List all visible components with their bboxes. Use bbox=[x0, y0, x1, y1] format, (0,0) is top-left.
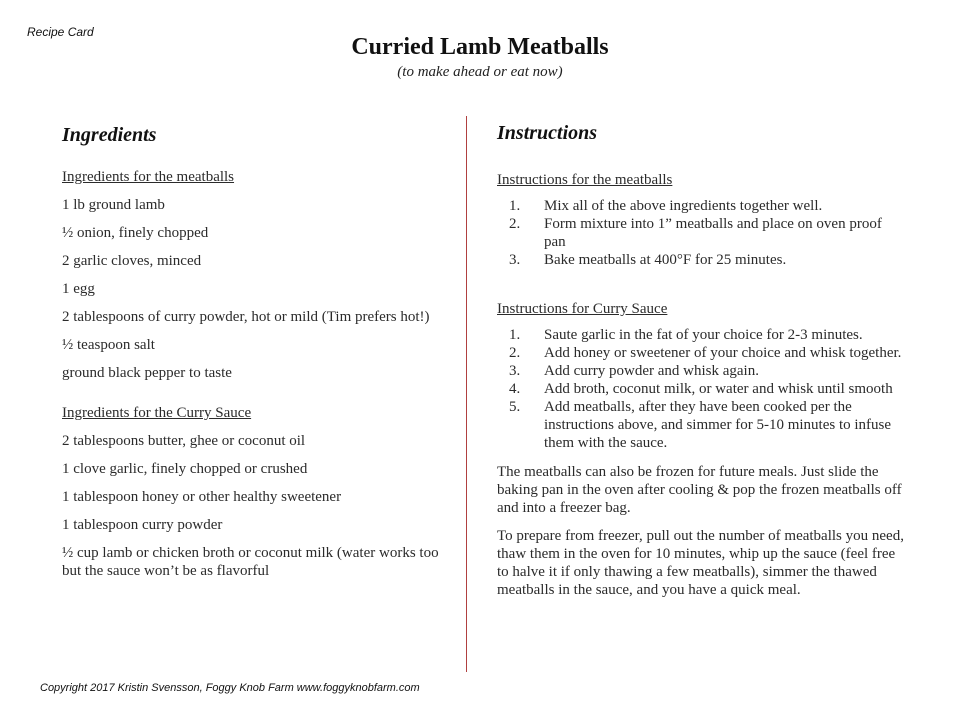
instructions-heading: Instructions bbox=[497, 122, 598, 144]
ingredient-item: 1 egg bbox=[62, 281, 95, 297]
step-number: 1. bbox=[509, 198, 521, 214]
step-number: 3. bbox=[509, 363, 521, 379]
page-subtitle: (to make ahead or eat now) bbox=[397, 64, 563, 80]
step-item bbox=[497, 251, 907, 269]
ingredient-item: 1 tablespoon curry powder bbox=[62, 517, 223, 533]
step-text: Form mixture into 1” meatballs and place on oven proof pan bbox=[544, 216, 882, 250]
step-item bbox=[497, 197, 907, 215]
ingredient-item: 1 clove garlic, finely chopped or crushed bbox=[62, 461, 308, 477]
ingredient-item: 2 tablespoons of curry powder, hot or mild (Tim prefers hot!) bbox=[62, 309, 430, 325]
ingredient-item: 1 lb ground lamb bbox=[62, 197, 165, 213]
recipe-card-label: Recipe Card bbox=[27, 25, 94, 39]
step-item bbox=[497, 380, 907, 398]
ingredient-item: 1 tablespoon honey or other healthy sweetener bbox=[62, 489, 342, 505]
step-item bbox=[497, 344, 907, 362]
sauce-instructions-subheading: Instructions for Curry Sauce bbox=[497, 301, 668, 317]
step-text: Saute garlic in the fat of your choice for 2-3 minutes. bbox=[544, 327, 863, 343]
step-text: Add meatballs, after they have been cooked per the instructions above, and simmer for 5-10 minutes to infuse them with the sauce. bbox=[544, 399, 892, 451]
step-text: Add broth, coconut milk, or water and whisk until smooth bbox=[544, 381, 893, 397]
step-number: 1. bbox=[509, 327, 521, 343]
ingredients-heading: Ingredients bbox=[62, 124, 157, 146]
freezing-note: The meatballs can also be frozen for future meals. Just slide the baking pan in the oven after cooling & pop the frozen meatballs off and into a freezer bag. bbox=[497, 464, 902, 516]
sauce-steps-list bbox=[497, 326, 907, 452]
step-number: 3. bbox=[509, 252, 521, 268]
step-item bbox=[497, 215, 907, 251]
step-item bbox=[497, 398, 907, 452]
sauce-ingredients-subheading: Ingredients for the Curry Sauce bbox=[62, 405, 252, 421]
ingredient-item: ½ onion, finely chopped bbox=[62, 225, 209, 241]
meatball-steps-list bbox=[497, 197, 907, 269]
ingredients-column bbox=[62, 124, 442, 590]
meatball-ingredients-subheading: Ingredients for the meatballs bbox=[62, 169, 235, 185]
ingredient-item: ½ cup lamb or chicken broth or coconut milk (water works too but the sauce won’t be as flavorful bbox=[62, 545, 439, 579]
instructions-column bbox=[497, 122, 907, 599]
page-title: Curried Lamb Meatballs bbox=[351, 34, 609, 60]
ingredient-item: 2 tablespoons butter, ghee or coconut oil bbox=[62, 433, 306, 449]
step-number: 2. bbox=[509, 216, 521, 232]
ingredient-item: 2 garlic cloves, minced bbox=[62, 253, 202, 269]
step-text: Add curry powder and whisk again. bbox=[544, 363, 759, 379]
meatball-instructions-subheading: Instructions for the meatballs bbox=[497, 172, 673, 188]
step-number: 2. bbox=[509, 345, 521, 361]
step-text: Add honey or sweetener of your choice and whisk together. bbox=[544, 345, 902, 361]
ingredient-item: ½ teaspoon salt bbox=[62, 337, 155, 353]
column-divider bbox=[466, 116, 467, 672]
step-text: Mix all of the above ingredients together well. bbox=[544, 198, 823, 214]
freezer-prep-note: To prepare from freezer, pull out the number of meatballs you need, thaw them in the oven for 10 minutes, whip up the sauce (feel free to halve it if only thawing a few meatballs), simmer the thawed meatballs in the sauce, and you have a quick meal. bbox=[497, 528, 904, 598]
step-number: 4. bbox=[509, 381, 521, 397]
ingredient-item: ground black pepper to taste bbox=[62, 365, 232, 381]
step-item bbox=[497, 362, 907, 380]
copyright-footer: Copyright 2017 Kristin Svensson, Foggy Knob Farm www.foggyknobfarm.com bbox=[40, 682, 420, 694]
step-item bbox=[497, 326, 907, 344]
step-number: 5. bbox=[509, 399, 521, 415]
step-text: Bake meatballs at 400°F for 25 minutes. bbox=[544, 252, 787, 268]
